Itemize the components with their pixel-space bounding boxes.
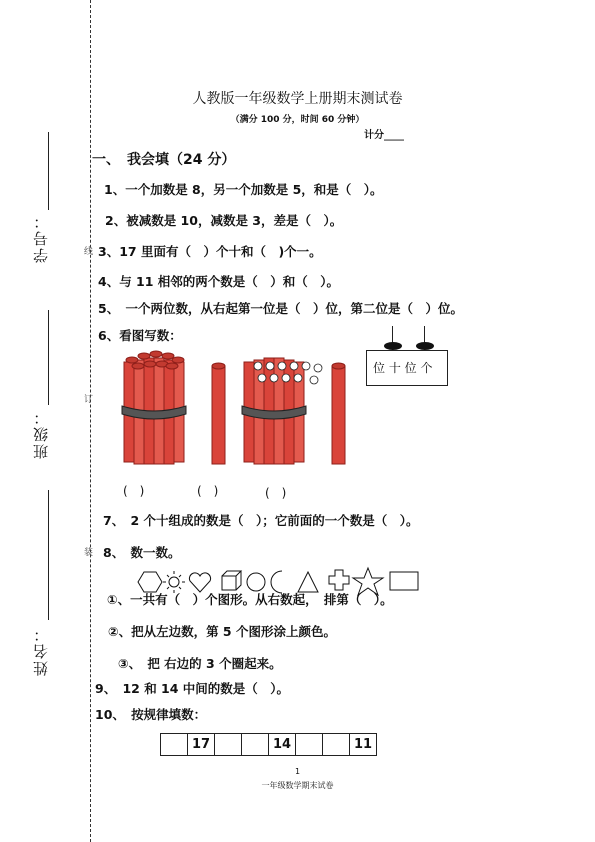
page-number: 1 xyxy=(294,767,301,776)
question-10: 10、 按规律填数： xyxy=(95,707,207,722)
name-line xyxy=(48,490,49,620)
student-id-label: 学号： xyxy=(32,212,50,263)
name-label: 姓名： xyxy=(32,625,50,676)
margin-mark-staple: 订 xyxy=(84,395,94,405)
question-7: 7、 2 个十组成的数是（ ）；它前面的一个数是（ ）。 xyxy=(103,513,419,528)
circle-icon xyxy=(247,573,265,591)
rectangle-icon xyxy=(390,572,418,590)
question-8-part-3: ③、 把 右边的 3 个圈起来。 xyxy=(118,656,282,671)
answer-paren-3[interactable]: ( ) xyxy=(265,486,287,500)
pattern-cell[interactable] xyxy=(161,734,188,756)
abacus-bead-tens xyxy=(384,342,402,350)
answer-paren-2[interactable]: ( ) xyxy=(197,484,219,498)
place-value-box xyxy=(366,350,448,386)
pattern-row xyxy=(161,734,377,756)
footer-caption: 一年级数学期末试卷 xyxy=(261,781,334,790)
score-field[interactable]: 计分____ xyxy=(364,130,404,141)
question-6: 6、看图写数： xyxy=(98,328,182,343)
pattern-cell: 11 xyxy=(350,734,377,756)
hexagon-icon xyxy=(138,572,162,592)
question-5: 5、 一个两位数，从右起第一位是（ ）位，第二位是（ ）位。 xyxy=(98,301,463,316)
pattern-cell[interactable] xyxy=(242,734,269,756)
pattern-cell[interactable] xyxy=(296,734,323,756)
question-2: 2、被减数是 10，减数是 3，差是（ ）。 xyxy=(105,213,343,228)
stick-bundle-right xyxy=(242,358,322,464)
cube-icon xyxy=(222,571,241,590)
question-3: 3、17 里面有（ ）个十和（ )个一。 xyxy=(98,244,322,259)
answer-paren-1[interactable]: ( ) xyxy=(123,484,145,498)
place-value-labels: 位 十 位 个 xyxy=(373,361,433,375)
single-stick-2 xyxy=(332,363,345,464)
question-9: 9、 12 和 14 中间的数是（ ）。 xyxy=(95,681,290,696)
pattern-table xyxy=(160,733,377,756)
question-8-part-1: ①、一共有（ ）个图形。从右数起， 排第（ ）。 xyxy=(107,592,393,607)
question-1: 1、一个加数是 8，另一个加数是 5，和是（ ）。 xyxy=(104,182,383,197)
margin-mark-bind: 装 xyxy=(84,548,94,558)
cross-icon xyxy=(329,570,349,590)
binding-dashed-line xyxy=(90,0,91,842)
pattern-cell: 17 xyxy=(188,734,215,756)
page-title: 人教版一年级数学上册期末测试卷 xyxy=(192,91,403,107)
pattern-cell[interactable] xyxy=(215,734,242,756)
pattern-cell: 14 xyxy=(269,734,296,756)
question-4: 4、与 11 相邻的两个数是（ ）和（ ）。 xyxy=(98,274,340,289)
abacus-bead-ones xyxy=(416,342,434,350)
section-heading: 一、 我会填（24 分） xyxy=(92,152,236,168)
margin-mark-line: 线 xyxy=(84,247,94,257)
stick-bundle-left xyxy=(122,351,186,464)
class-label: 班级： xyxy=(32,408,50,459)
question-8: 8、 数一数。 xyxy=(103,545,181,560)
question-8-part-2: ②、把从左边数，第 5 个图形涂上颜色。 xyxy=(108,624,336,639)
triangle-icon xyxy=(298,572,318,592)
student-id-line xyxy=(48,132,49,210)
class-line xyxy=(48,310,49,405)
single-stick-1 xyxy=(212,363,225,464)
page-subtitle: （满分 100 分，时间 60 分钟） xyxy=(230,115,365,125)
pattern-cell[interactable] xyxy=(323,734,350,756)
